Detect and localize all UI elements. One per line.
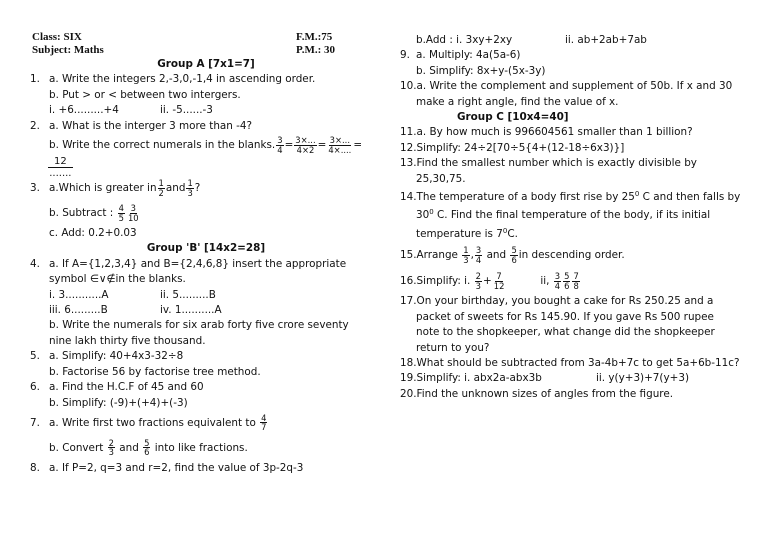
q14-degree: 0 (634, 190, 640, 199)
q13-continuation: 25,30,75. (416, 172, 466, 185)
q3-b-f2-den: 10 (127, 212, 139, 223)
q16-fraction-4 (563, 272, 570, 290)
q14-3-text-b: C. (507, 227, 518, 240)
q15-fraction-3 (510, 246, 517, 264)
q5-a-text: a. Simplify: 40+4x3-32÷8 (49, 350, 184, 363)
q12: 12.Simplify: 24÷2[70÷5{4+(12-18÷6x3)}] (400, 141, 625, 154)
q14-continuation-2 (400, 224, 766, 242)
q14-continuation-1 (400, 205, 766, 223)
q7-b-f2-num: 5 (144, 437, 150, 448)
q6-number: 6. (30, 381, 40, 394)
right-column (400, 33, 766, 402)
q17-continuation-2: note to the shopkeeper, what change did the shopkeeper (416, 326, 715, 339)
q3-b-fraction-2 (127, 204, 140, 222)
q3-a-fraction-1 (158, 179, 165, 197)
q2-eq-1: = (284, 139, 294, 152)
q3-a-f1-num: 1 (158, 177, 164, 188)
q17-continuation-3: return to you? (416, 341, 490, 354)
q2-fraction-1 (276, 136, 283, 154)
q9-b: b. Simplify: 8x+y-(5x-3y) (416, 64, 546, 77)
q15-f2-num: 3 (475, 245, 482, 256)
q2-a-text: a. What is the interger 3 more than -4? (49, 119, 253, 132)
q4-options-row-2 (30, 303, 382, 318)
q16-f4-num: 5 (564, 271, 570, 282)
header-row-2 (30, 44, 382, 57)
q15-f3-num: 5 (511, 245, 517, 256)
full-marks-label: F.M.:75 (296, 31, 333, 43)
q7-b-fraction-2 (143, 439, 150, 457)
q17-continuation-1: packet of sweets for Rs 145.90. If you gave Rs 500 rupee (416, 310, 714, 323)
q2-fraction-2 (294, 136, 316, 154)
q4-option-i: i. 3...........A (49, 288, 109, 301)
q7-b (30, 436, 382, 461)
q1-b: b. Put > or < between two intergers. (49, 88, 241, 101)
q4-option-iii: iii. 6.........B (49, 304, 108, 317)
q2-f4-den: ....... (49, 168, 72, 180)
q3-a (30, 176, 382, 200)
q1-option-i: i. +6.........+4 (49, 104, 119, 117)
q7-a (30, 411, 382, 436)
q16-f5-num: 7 (573, 271, 579, 282)
q2-fraction-3 (327, 136, 352, 154)
q5-b: b. Factorise 56 by factorise tree method. (49, 365, 261, 378)
q8-b (400, 33, 766, 48)
q3-b-fraction-1 (118, 204, 125, 222)
q2-b (30, 134, 382, 156)
q15-f2-den: 4 (475, 254, 482, 265)
q10-number: 10. (400, 80, 417, 93)
q15: 15.Arrange $\frac{1}{3}$ , $\frac{3}{4}$ and $\frac{5}{6}$ in descending order. (400, 245, 625, 265)
q7-a-fraction (260, 414, 267, 432)
q1-a-text: a. Write the integers 2,-3,0,-1,4 in ascending order. (49, 73, 316, 86)
q6-a (30, 380, 382, 395)
q4-b-continuation: nine lakh thirty five thousand. (49, 334, 206, 347)
q9-a-text: a. Multiply: 4a(5a-6) (416, 49, 521, 62)
q19-text: 19.Simplify: i. abx2a-abx3b (400, 372, 542, 385)
q5-a (30, 349, 382, 364)
q16-f1-den: 3 (475, 280, 482, 291)
q6-a-text: a. Find the H.C.F of 45 and 60 (49, 381, 204, 394)
q19-ii: ii. y(y+3)+7(y+3) (596, 372, 689, 385)
q14-2-text-a: 30 (416, 209, 430, 222)
q16-f2-num: 7 (496, 271, 502, 282)
q16-f1-num: 2 (475, 271, 482, 282)
q20: 20.Find the unknown sizes of angles from the figure. (400, 387, 674, 400)
q16-fraction-1 (475, 272, 482, 290)
q16-ii: ii, (540, 275, 550, 288)
q17: 17.On your birthday, you bought a cake for Rs 250.25 and a (400, 295, 714, 308)
q2-b-continuation (30, 156, 382, 180)
q9-number: 9. (400, 49, 410, 62)
q7-b-f1-den: 3 (108, 447, 114, 458)
q16-f3-den: 4 (554, 280, 561, 291)
q16-f3-num: 3 (554, 271, 561, 282)
q4-options-row-1 (30, 288, 382, 303)
q6-b: b. Simplify: (-9)+(+4)+(-3) (49, 396, 188, 409)
q16-f5-den: 8 (573, 280, 579, 291)
q2-f2-num: 3×... (295, 134, 316, 145)
q7-a-f-num: 4 (261, 412, 267, 423)
q2-f4-num: 12 (48, 156, 73, 168)
q15-end: in descending order. (518, 249, 625, 262)
q15-fraction-2 (475, 246, 482, 264)
q16 (400, 268, 766, 294)
q3-b-f1-num: 4 (118, 202, 124, 213)
q14-2-degree: 0 (429, 208, 434, 217)
q7-b-end: into like fractions. (154, 441, 248, 454)
q3-b-f2-num: 3 (130, 202, 136, 213)
q7-b-fraction-1 (108, 439, 115, 457)
q14-2-text-b: C. Find the final temperature of the body, if its initial (433, 209, 711, 222)
q7-a-f-den: 7 (261, 422, 267, 433)
q2-number: 2. (30, 119, 40, 132)
q10-a-text: a. Write the complement and supplement of 50b. If x and 30 (416, 80, 733, 93)
q3-a-and: and (165, 182, 186, 195)
q3-a-question-mark: ? (194, 182, 201, 195)
q4-a-text: a. If A={1,2,3,4} and B={2,4,6,8} insert the appropriate (49, 257, 347, 270)
pass-marks-label: P.M.: 30 (296, 44, 336, 56)
q15-f3-den: 6 (511, 254, 517, 265)
q16-fraction-3 (554, 272, 561, 290)
q1-option-ii: ii. -5......-3 (160, 104, 213, 117)
q14-text-b: C and then falls by (639, 191, 741, 204)
q4-a (30, 257, 382, 272)
left-column (30, 31, 382, 476)
q3-b-text: b. Subtract : (49, 207, 114, 220)
q3-a-text: a.Which is greater in (49, 182, 157, 195)
q15-and: and (486, 249, 507, 262)
q7-b-f2-den: 6 (144, 447, 150, 458)
q4-b: b. Write the numerals for six arab forty five crore seventy (49, 319, 349, 332)
q11: 11.a. By how much is 996604561 smaller than 1 billion? (400, 126, 693, 139)
q3-a-fraction-2 (186, 179, 193, 197)
q3-b-f1-den: 5 (118, 212, 124, 223)
q3-a-f2-den: 3 (187, 187, 193, 198)
q9-a (400, 48, 766, 63)
q4-option-iv: iv. 1..........A (160, 304, 222, 317)
q2-f3-num: 3×... (329, 134, 351, 145)
q1-a (30, 72, 382, 87)
q10-a-continuation: make a right angle, find the value of x. (416, 95, 619, 108)
q1-number: 1. (30, 73, 40, 86)
group-b-title: Group 'B' [14x2=28] (146, 242, 266, 255)
subject-label: Subject: Maths (32, 44, 104, 56)
q10-a (400, 79, 766, 94)
q7-a-text: a. Write first two fractions equivalent to (49, 416, 256, 429)
q2-b-text: b. Write the correct numerals in the blanks. (49, 139, 276, 152)
q1-options (30, 103, 382, 118)
q2-f1-den: 4 (277, 144, 283, 155)
q3-a-f1-den: 2 (158, 187, 164, 198)
q4-a-continuation: symbol ∈∨∉in the blanks. (49, 273, 186, 286)
q7-b-f1-num: 2 (108, 437, 114, 448)
q3-a-f2-num: 1 (187, 177, 193, 188)
q19 (400, 371, 766, 386)
group-c-title: Group C [10x4=40] (457, 111, 569, 124)
q8-b-ii: ii. ab+2ab+7ab (565, 34, 647, 46)
q8-a (30, 461, 382, 476)
q13: 13.Find the smallest number which is exactly divisible by (400, 157, 697, 170)
q16-f2-den: 12 (493, 280, 505, 291)
q15-fraction-1 (462, 246, 469, 264)
q8-a-text: a. If P=2, q=3 and r=2, find the value of 3p-2q-3 (49, 461, 304, 474)
q15-text: 15.Arrange (400, 249, 458, 262)
q16-text: 16.Simplify: i. (400, 275, 471, 288)
q5-number: 5. (30, 350, 40, 363)
q14-3-degree: 0 (502, 226, 508, 235)
header-row-1 (30, 31, 382, 44)
q14 (400, 187, 766, 205)
q3-number: 3. (30, 182, 40, 195)
q15-f1-den: 3 (463, 254, 469, 265)
q8-number: 8. (30, 461, 40, 474)
q4-option-ii: ii. 5.........B (160, 288, 216, 301)
q7-b-text: b. Convert (49, 441, 104, 454)
q14-3-text-a: temperature is 7 (416, 227, 503, 240)
q18: 18.What should be subtracted from 3a-4b+7c to get 5a+6b-11c? (400, 356, 740, 369)
q2-f1-num: 3 (277, 134, 283, 145)
group-a-title: Group A [7x1=7] (157, 58, 255, 70)
q7-b-and: and (119, 441, 139, 454)
q4-number: 4. (30, 257, 40, 270)
q2-a (30, 119, 382, 134)
q3-c: c. Add: 0.2+0.03 (49, 227, 137, 240)
q2-eq-3: = (353, 139, 363, 152)
q2-f3-den: 4×.... (328, 144, 352, 155)
q16-f4-den: 6 (564, 280, 570, 291)
q7-number: 7. (30, 416, 40, 429)
q2-f2-den: 4×2 (296, 144, 315, 155)
q16-fraction-5 (572, 272, 579, 290)
q2-eq-2: = (317, 139, 327, 152)
q15-f1-num: 1 (463, 245, 469, 256)
q16-plus: + (483, 275, 492, 288)
q16-fraction-2 (493, 272, 506, 290)
class-label: Class: SIX (32, 31, 82, 43)
q8-b-text: b.Add : i. 3xy+2xy (416, 34, 513, 46)
q3-b (30, 200, 382, 226)
q14-text-a: 14.The temperature of a body first rise by 25 (400, 191, 635, 204)
